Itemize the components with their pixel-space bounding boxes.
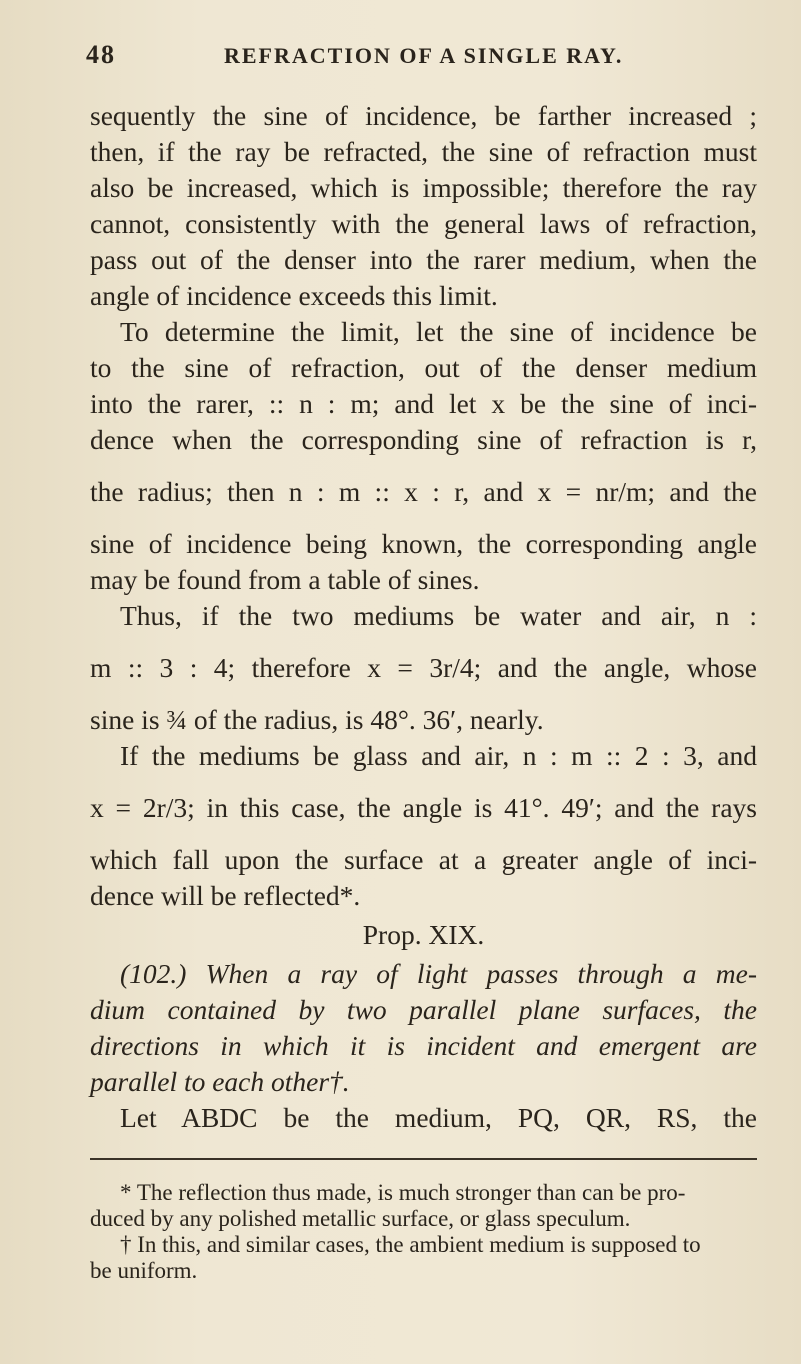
text-line: may be found from a table of sines. [90,564,480,595]
page-number: 48 [86,40,116,69]
proposition-heading: Prop. XIX. [362,919,485,950]
text-line: angle of incidence exceeds this limit. [90,280,498,311]
text-line-formula: m :: 3 : 4; therefore x = 3r/4; and the angle, whose [90,652,757,683]
text-line: dence when the corresponding sine of refraction is r, [90,424,757,455]
text-line: Let ABDC be the medium, PQ, QR, RS, the [120,1102,757,1133]
text-line: pass out of the denser into the rarer medium, when the [90,244,757,275]
proposition-line: parallel to each other†. [90,1066,350,1097]
text-line: sine of incidence being known, the corresponding angle [90,528,757,559]
main-text [90,98,757,1136]
text-line: dence will be reflected*. [90,880,361,911]
text-line: To determine the limit, let the sine of incidence be [120,316,757,347]
page-header [86,40,757,80]
text-line: cannot, consistently with the general laws of refraction, [90,208,757,239]
text-line: which fall upon the surface at a greater angle of inci- [90,844,757,875]
footnote-line: be uniform. [90,1258,198,1283]
text-line: then, if the ray be refracted, the sine of refraction must [90,136,757,167]
text-line: sequently the sine of incidence, be farther increased ; [90,100,757,131]
text-line: sine is ¾ of the radius, is 48°. 36′, nearly. [90,704,544,735]
text-line-formula: the radius; then n : m :: x : r, and x = nr/m; and the [90,476,757,507]
running-title: REFRACTION OF A SINGLE RAY. [224,43,624,68]
text-line: into the rarer, :: n : m; and let x be the sine of inci- [90,388,757,419]
footnote-divider [90,1158,757,1160]
text-line: If the mediums be glass and air, n : m :: 2 : 3, and [120,740,757,771]
proposition-line: dium contained by two parallel plane surfaces, the [90,994,757,1025]
proposition-line: directions in which it is incident and emergent are [90,1030,757,1061]
footnote-line: † In this, and similar cases, the ambient medium is supposed to [120,1232,701,1257]
footnote-line: duced by any polished metallic surface, or glass speculum. [90,1206,631,1231]
text-line: to the sine of refraction, out of the denser medium [90,352,757,383]
footnote-line: * The reflection thus made, is much stronger than can be pro- [120,1180,686,1205]
text-line: Thus, if the two mediums be water and air, n : [120,600,757,631]
text-line-formula: x = 2r/3; in this case, the angle is 41°. 49′; and the rays [90,792,757,823]
proposition-line: (102.) When a ray of light passes through a me- [120,958,757,989]
text-line: also be increased, which is impossible; therefore the ray [90,172,757,203]
footnotes [90,1180,757,1284]
